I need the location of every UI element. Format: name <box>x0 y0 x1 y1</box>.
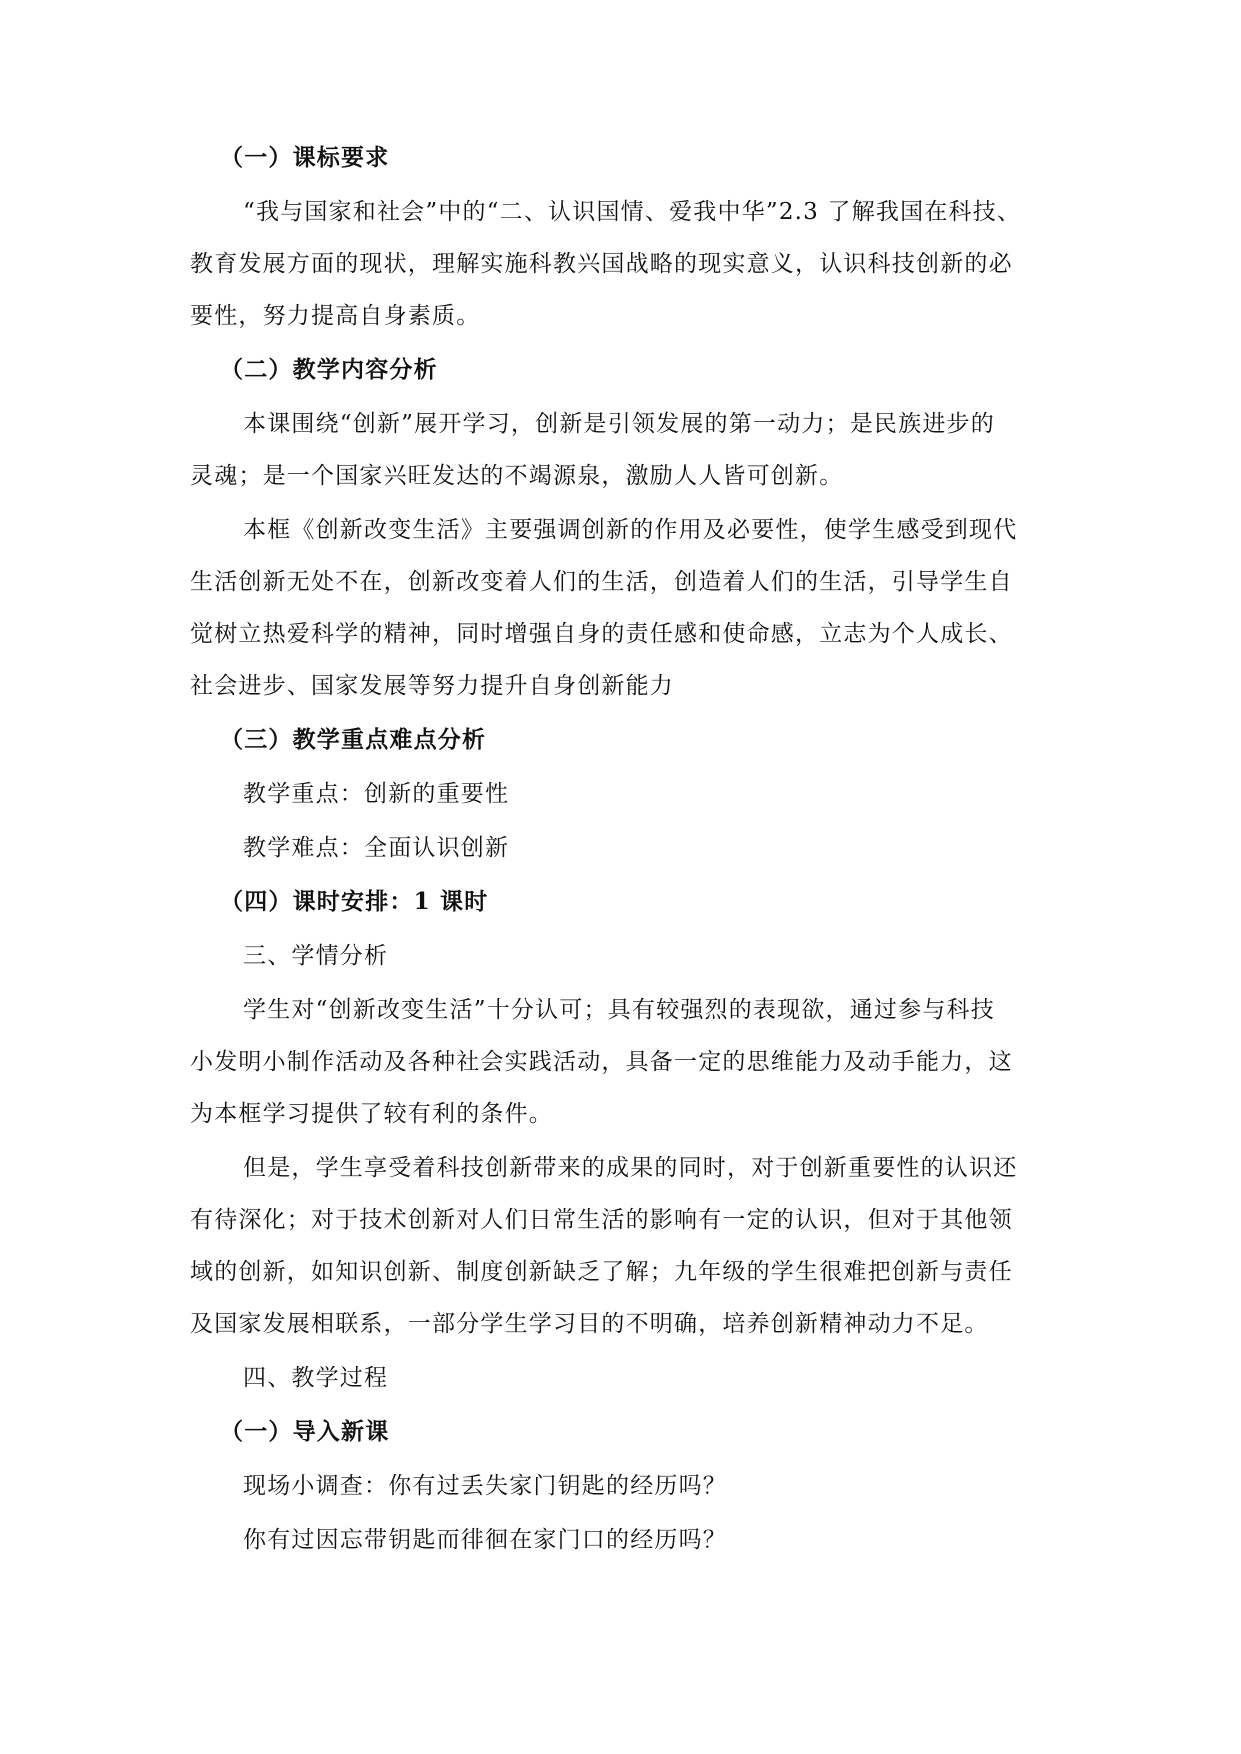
paragraph-line: 为本框学习提供了较有利的条件。 <box>190 1101 553 1127</box>
section-heading-schedule: （四）课时安排：1 课时 <box>220 888 489 915</box>
section-heading-curriculum: （一）课标要求 <box>220 144 390 171</box>
paragraph-line: “我与国家和社会”中的“二、认识国情、爱我中华”2.3 了解我国在科技、 <box>243 199 1022 225</box>
difficulty-line: 教学难点：全面认识创新 <box>243 835 510 861</box>
paragraph-line: 及国家发展相联系，一部分学生学习目的不明确，培养创新精神动力不足。 <box>190 1311 989 1337</box>
survey-question-line: 你有过因忘带钥匙而徘徊在家门口的经历吗？ <box>243 1527 727 1553</box>
subsection-heading-intro: （一）导入新课 <box>220 1418 390 1445</box>
paragraph-line: 社会进步、国家发展等努力提升自身创新能力 <box>190 673 674 699</box>
paragraph-line: 学生对“创新改变生活”十分认可；具有较强烈的表现欲，通过参与科技 <box>243 997 995 1023</box>
key-point-line: 教学重点：创新的重要性 <box>243 781 510 807</box>
paragraph-line: 灵魂；是一个国家兴旺发达的不竭源泉，激励人人皆可创新。 <box>190 463 844 489</box>
section-heading-key-points: （三）教学重点难点分析 <box>220 726 487 753</box>
survey-question-line: 现场小调查：你有过丢失家门钥匙的经历吗？ <box>243 1473 727 1499</box>
part-heading-student-analysis: 三、学情分析 <box>243 943 389 969</box>
paragraph-line: 本课围绕“创新”展开学习，创新是引领发展的第一动力；是民族进步的 <box>243 411 995 437</box>
paragraph-line: 本框《创新改变生活》主要强调创新的作用及必要性，使学生感受到现代 <box>243 517 1018 543</box>
paragraph-line: 觉树立热爱科学的精神，同时增强自身的责任感和使命感，立志为个人成长、 <box>190 621 1013 647</box>
paragraph-line: 教育发展方面的现状，理解实施科教兴国战略的现实意义，认识科技创新的必 <box>190 251 1013 277</box>
section-heading-content-analysis: （二）教学内容分析 <box>220 356 438 383</box>
paragraph-line: 生活创新无处不在，创新改变着人们的生活，创造着人们的生活，引导学生自 <box>190 569 1013 595</box>
paragraph-line: 有待深化；对于技术创新对人们日常生活的影响有一定的认识，但对于其他领 <box>190 1207 1013 1233</box>
paragraph-line: 要性，努力提高自身素质。 <box>190 303 481 329</box>
paragraph-line: 但是，学生享受着科技创新带来的成果的同时，对于创新重要性的认识还 <box>243 1155 1018 1181</box>
paragraph-line: 小发明小制作活动及各种社会实践活动，具备一定的思维能力及动手能力，这 <box>190 1049 1013 1075</box>
paragraph-line: 域的创新，如知识创新、制度创新缺乏了解；九年级的学生很难把创新与责任 <box>190 1259 1013 1285</box>
part-heading-teaching-process: 四、教学过程 <box>243 1365 389 1391</box>
